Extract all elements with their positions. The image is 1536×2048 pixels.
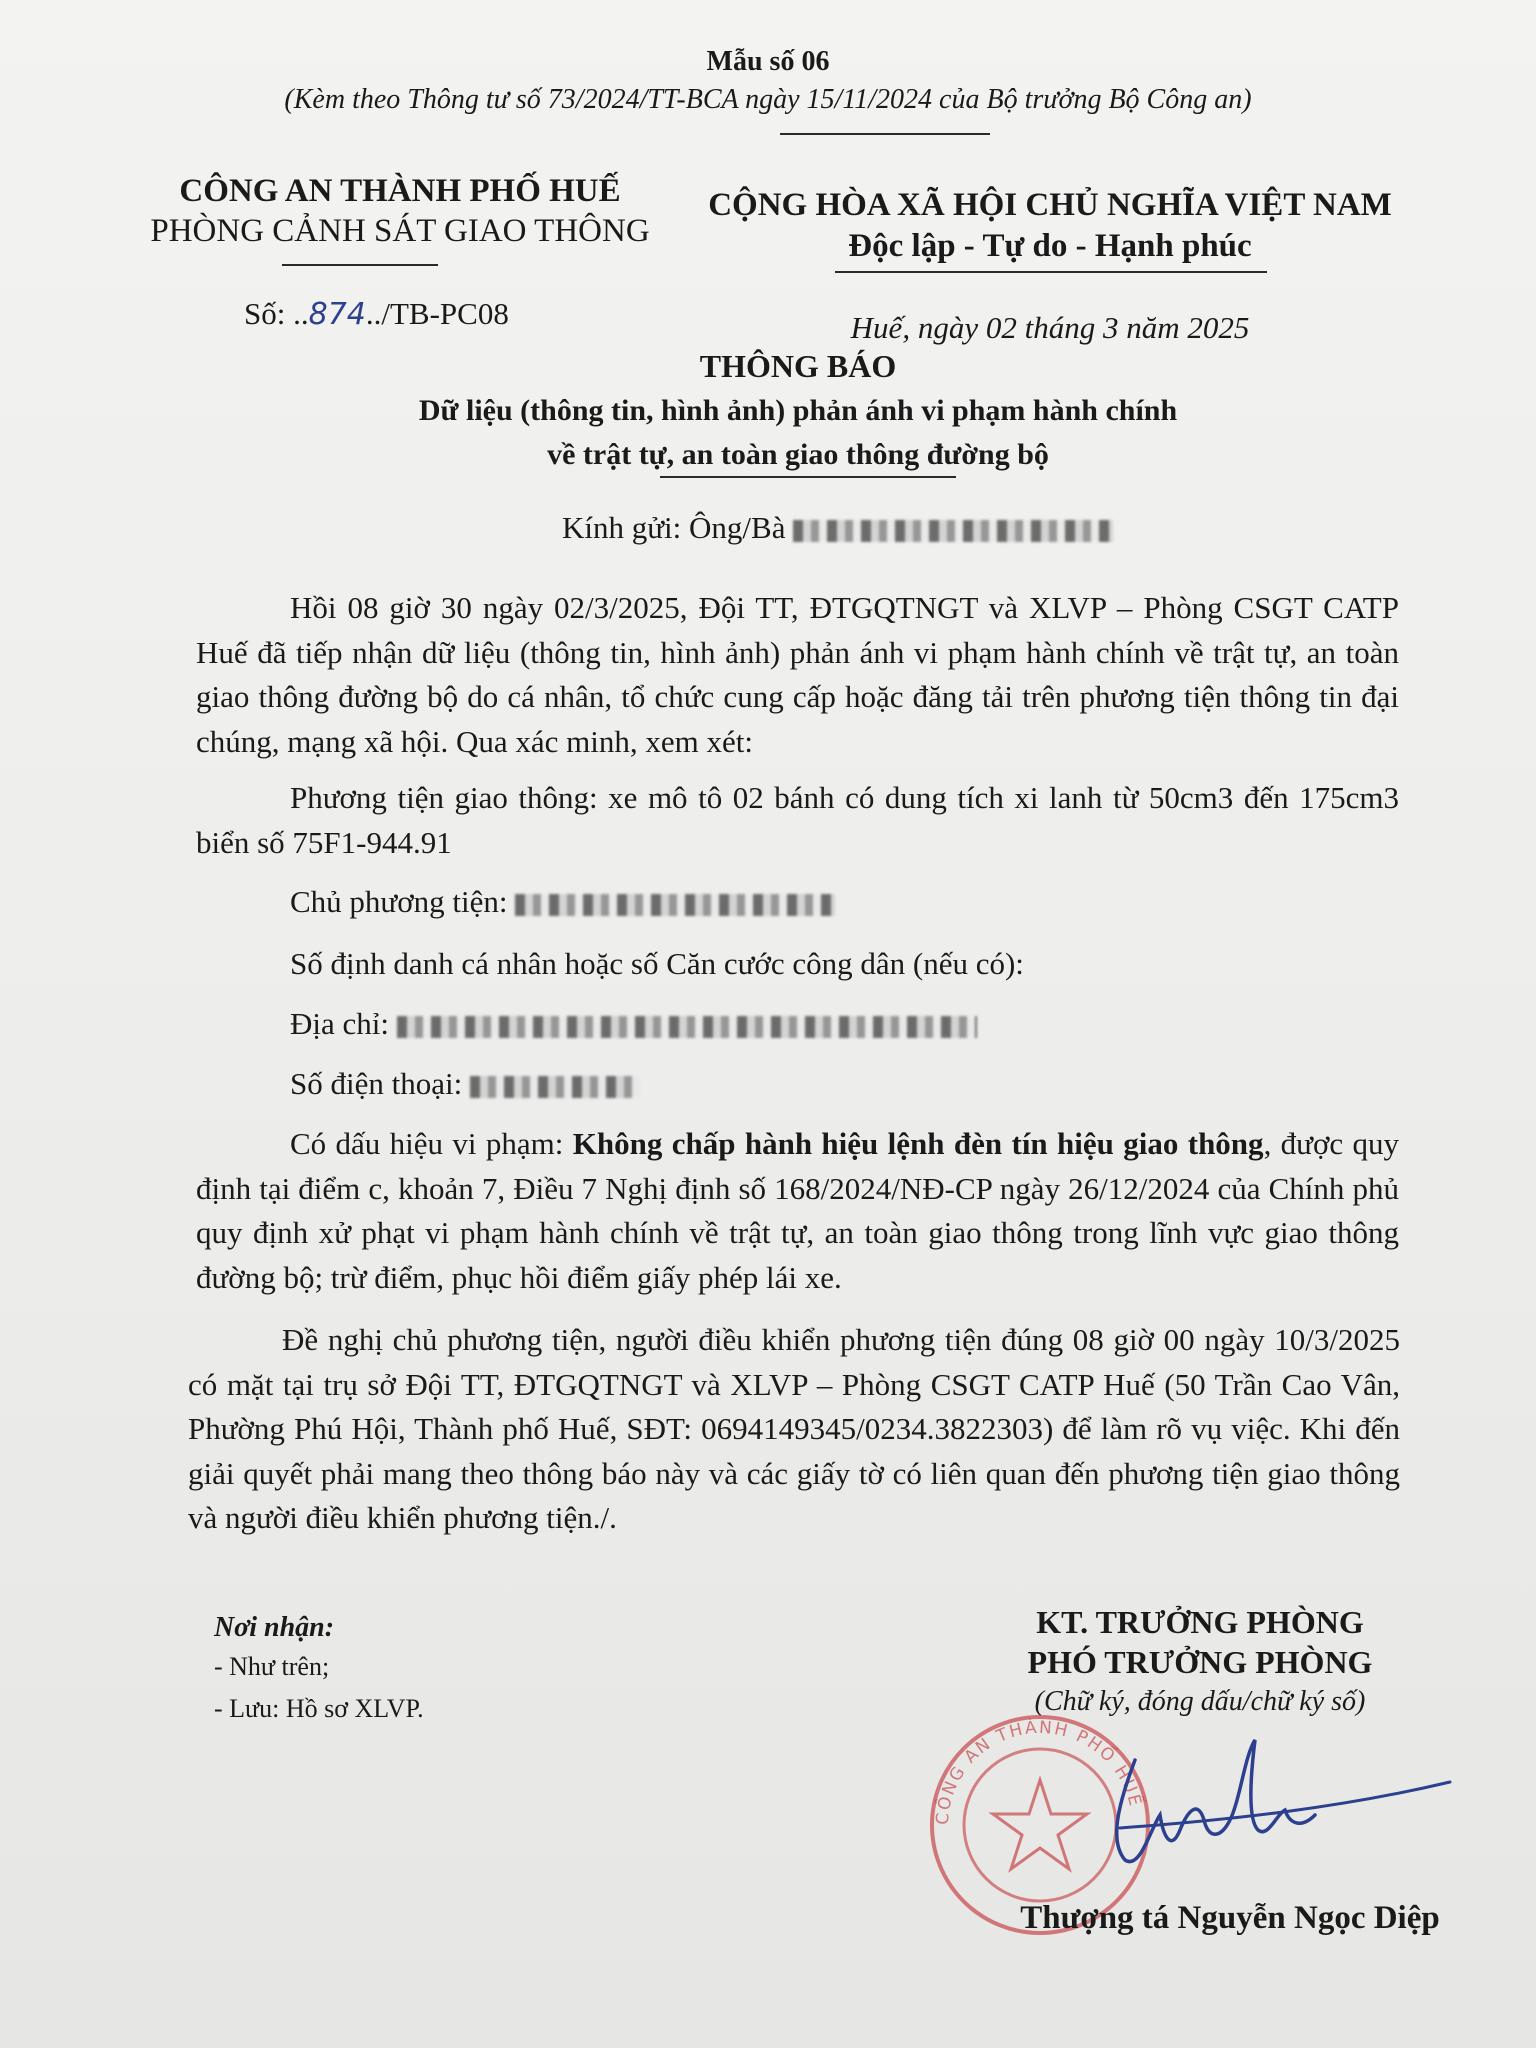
paragraph-request-text: Đề nghị chủ phương tiện, người điều khiển phương tiện đúng 08 giờ 00 ngày 10/3/2025 có mặt tại trụ sở Đội TT, ĐTGQTNGT và XLVP – Phòng CSGT CATP Huế (50 Trần Cao Vân, Phường Phú Hội, Thành phố Huế, SĐT: 0694149345/0234.3822303) để làm rõ vụ việc. Khi đến giải quyết phải mang theo thông báo này và các giấy tờ có liên quan đến phương tiện giao thông và người điều khiển phương tiện./. — [188, 1322, 1400, 1535]
redacted-phone — [470, 1076, 640, 1098]
country-name: CỘNG HÒA XÃ HỘI CHỦ NGHĨA VIỆT NAM — [708, 187, 1392, 223]
motto-underline — [835, 271, 1267, 273]
violation-detail: , được quy định tại điểm c, khoản 7, Điều 7 Nghị định số 168/2024/NĐ-CP ngày 26/12/2024 của Chính phủ quy định xử phạt vi phạm hành chính về trật tự, an toàn giao thông trong lĩnh vực giao thông đường bộ; trừ điểm, phục hồi điểm giấy phép lái xe. — [196, 1126, 1400, 1295]
signature-position: PHÓ TRƯỞNG PHÒNG — [1027, 1644, 1373, 1680]
id-label: Số định danh cá nhân hoặc số Căn cước công dân (nếu có): — [290, 946, 1024, 981]
phone-label: Số điện thoại: — [290, 1066, 463, 1101]
doc-number-prefix: Số: .. — [244, 296, 309, 331]
divider — [282, 264, 438, 266]
owner-field — [290, 884, 835, 920]
redacted-address — [397, 1016, 977, 1038]
doc-number-suffix: ../TB-PC08 — [365, 296, 509, 331]
phone-field — [290, 1066, 640, 1102]
document-number — [244, 296, 509, 332]
notice-title: THÔNG BÁO — [699, 348, 897, 384]
handwritten-signature-icon — [1080, 1720, 1460, 1890]
recipients-item: - Lưu: Hồ sơ XLVP. — [214, 1694, 424, 1723]
form-number: Mẫu số 06 — [706, 46, 830, 77]
paragraph-request — [188, 1318, 1400, 1541]
doc-number-handwritten: 874 — [308, 297, 366, 332]
place-date: Huế, ngày 02 tháng 3 năm 2025 — [850, 310, 1250, 345]
form-reference: (Kèm theo Thông tư số 73/2024/TT-BCA ngày 15/11/2024 của Bộ trưởng Bộ Công an) — [284, 84, 1252, 115]
subtitle-underline — [660, 476, 956, 478]
signer-name: Thượng tá Nguyễn Ngọc Diệp — [1020, 1900, 1440, 1936]
id-field — [290, 946, 1024, 982]
paragraph-vehicle — [196, 776, 1399, 865]
redacted-name — [793, 520, 1113, 542]
signature-on-behalf: KT. TRƯỞNG PHÒNG — [1036, 1604, 1364, 1640]
address-label: Địa chỉ: — [290, 1006, 389, 1041]
recipients-item: - Như trên; — [214, 1652, 330, 1681]
owner-label: Chủ phương tiện: — [290, 884, 508, 919]
notice-subtitle-line2: về trật tự, an toàn giao thông đường bộ — [547, 438, 1049, 471]
issuer-department: PHÒNG CẢNH SÁT GIAO THÔNG — [150, 213, 650, 249]
notice-subtitle-line1: Dữ liệu (thông tin, hình ảnh) phản ánh vi phạm hành chính — [418, 394, 1178, 427]
violation-prefix: Có dấu hiệu vi phạm: — [290, 1126, 573, 1161]
paragraph-intro-text: Hồi 08 giờ 30 ngày 02/3/2025, Đội TT, ĐTGQTNGT và XLVP – Phòng CSGT CATP Huế đã tiếp nhận dữ liệu (thông tin, hình ảnh) phản ánh vi phạm hành chính về trật tự, an toàn giao thông đường bộ do cá nhân, tổ chức cung cấp hoặc đăng tải trên phương tiện thông tin đại chúng, mạng xã hội. Qua xác minh, xem xét: — [196, 590, 1399, 759]
issuer-agency: CÔNG AN THÀNH PHỐ HUẾ — [179, 173, 621, 209]
national-motto: Độc lập - Tự do - Hạnh phúc — [848, 228, 1252, 264]
signature-note: (Chữ ký, đóng dấu/chữ ký số) — [1034, 1686, 1366, 1717]
divider — [780, 133, 990, 135]
seal-text: CÔNG AN THÀNH PHỐ HUẾ — [932, 1717, 1146, 1826]
address-field — [290, 1006, 977, 1042]
recipient-label: Kính gửi: Ông/Bà — [562, 510, 786, 545]
redacted-owner — [515, 894, 835, 916]
paragraph-violation — [196, 1122, 1399, 1300]
paragraph-vehicle-text: Phương tiện giao thông: xe mô tô 02 bánh có dung tích xi lanh từ 50cm3 đến 175cm3 biển số 75F1-944.91 — [196, 780, 1399, 860]
paragraph-intro — [196, 586, 1399, 764]
recipients-label: Nơi nhận: — [214, 1612, 335, 1643]
violation-name: Không chấp hành hiệu lệnh đèn tín hiệu giao thông — [572, 1126, 1264, 1161]
recipient-line — [562, 510, 1113, 546]
